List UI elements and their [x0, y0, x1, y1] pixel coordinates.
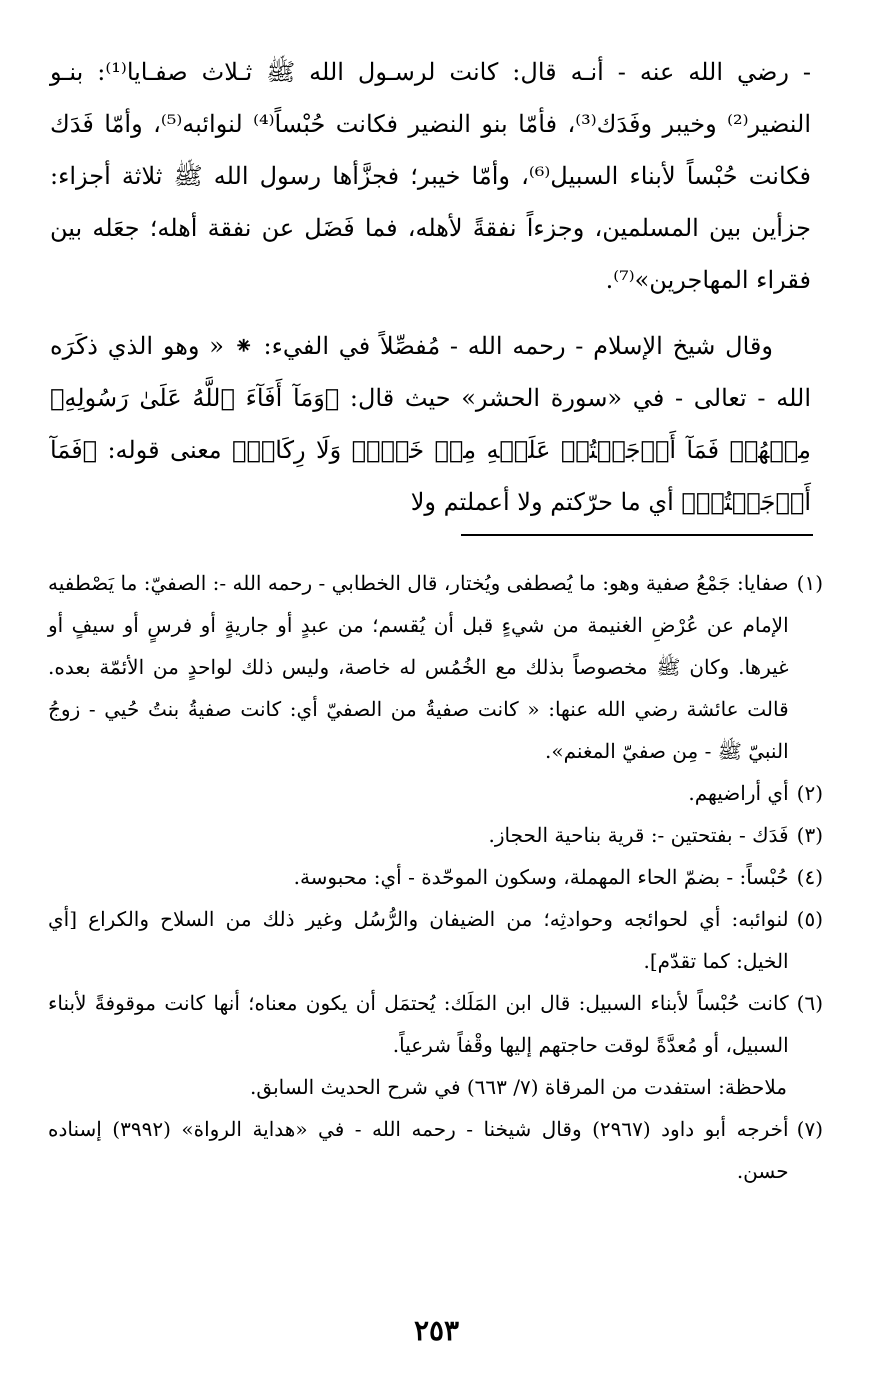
paragraph-hadith: - رضي الله عنه - أنـه قال: كانت لرسـول الله ﷺ ثـلاث صفـايا⁽¹⁾: بنـو النضير⁽²⁾ وخيبر وفَدَك⁽³⁾، فأمّا بنو النضير فكانت حُبْساً⁽⁴⁾ لنوائبه⁽⁵⁾، وأمّا فَدَك فكانت حُبْساً لأبناء السبيل⁽⁶⁾، وأمّا خيبر؛ فجزَّأها رسول الله ﷺ ثلاثة أجزاء: جزأين بين المسلمين، وجزءاً نفقةً لأهله، فما فَضَل عن نفقة أهله؛ جعَله بين فقراء المهاجرين»⁽⁷⁾.: [50, 58, 812, 294]
footnote-divider: [461, 534, 813, 536]
page-number: ٢٥٣: [413, 1314, 460, 1347]
footnote-text: صفايا: جَمْعُ صفية وهو: ما يُصطفى ويُختار، قال الخطابي - رحمه الله -: الصفيّ: ما يَصْطفيه الإمام عن عُرْضِ الغنيمة من شيءٍ قبل أن يُقسم؛ من عبدٍ أو جاريةٍ أو فرسٍ أو سيفٍ أو غيرها. وكان ﷺ مخصوصاً بذلك مع الخُمُس له خاصة، وليس ذلك لواحدٍ من الأئمّة بعده. قالت عائشة رضي الله عنها: « كانت صفيةُ من الصفيّ أي: كانت صفيةُ بنتُ حُيي - زوجُ النبيّ ﷺ - مِن صفيّ المغنم».: [48, 571, 789, 763]
footnote-number: (٧): [796, 1117, 823, 1141]
footnote-6-note: ملاحظة: استفدت من المرقاة (٧/ ٦٦٣) في شرح الحديث السابق.: [250, 1075, 787, 1099]
main-text: [50, 46, 811, 528]
footnote-number: (١): [796, 571, 823, 595]
footnote-1: [48, 562, 823, 772]
footnote-5: [48, 898, 823, 982]
footnote-number: (٤): [796, 865, 823, 889]
footnote-text: فَدَك - بفتحتين -: قرية بناحية الحجاز.: [488, 823, 789, 847]
footnote-text: أخرجه أبو داود (٢٩٦٧) وقال شيخنا - رحمه الله - في «هداية الرواة» (٣٩٩٢) إسناده حسن.: [48, 1117, 789, 1183]
footnote-number: (٣): [796, 823, 823, 847]
footnote-text: حُبْساً: - بضمّ الحاء المهملة، وسكون الموحّدة - أي: محبوسة.: [293, 865, 789, 889]
paragraph-fay: وقال شيخ الإسلام - رحمه الله - مُفصِّلاً في الفيء: ⁕ « وهو الذي ذكَرَه الله - تعالى - في «سورة الحشر» حيث قال: ﴿وَمَآ أَفَآءَ ٱللَّهُ عَلَىٰ رَسُولِهِۦ مِنۡهُمۡ فَمَآ أَوۡجَفۡتُمۡ عَلَيۡهِ مِنۡ خَيۡلٖ وَلَا رِكَابٖ﴾ معنى قوله: ﴿فَمَآ أَوۡجَفۡتُمۡ﴾ أي ما حرّكتم ولا أعملتم ولا: [50, 332, 811, 516]
footnote-6: [48, 982, 823, 1066]
footnote-2: [48, 772, 823, 814]
footnote-4: [48, 856, 823, 898]
footnote-3: [48, 814, 823, 856]
footnote-number: (٢): [796, 781, 823, 805]
footnotes: [48, 562, 823, 1192]
footnote-7: [48, 1108, 823, 1192]
footnote-number: (٥): [796, 907, 823, 931]
footnote-text: كانت حُبْساً لأبناء السبيل: قال ابن المَلَك: يُحتمَل أن يكون معناه؛ أنها كانت موقوفةً لأبناء السبيل، أو مُعدَّةً لوقت حاجتهم إليها وقْفاً شرعياً.: [48, 991, 789, 1057]
footnote-number: (٦): [796, 991, 823, 1015]
footnote-text: لنوائبه: أي لحوائجه وحوادثِه؛ من الضيفان والرُّسُل وغير ذلك من السلاح والكراع [أي الخيل: كما تقدّم].: [48, 907, 789, 973]
footnote-text: أي أراضيهم.: [688, 781, 789, 805]
